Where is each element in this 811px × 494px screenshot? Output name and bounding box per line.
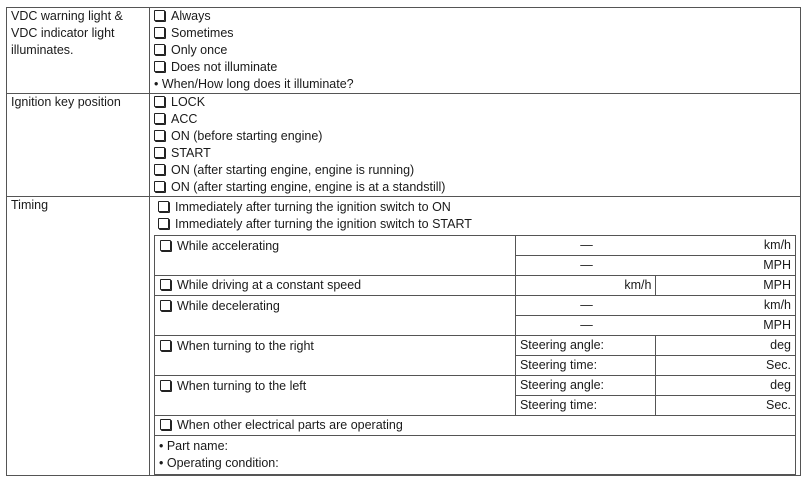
row-ignition-key <box>7 94 801 197</box>
left-time-field[interactable]: Sec. <box>656 396 796 416</box>
checkbox[interactable] <box>154 130 165 141</box>
option-does-not-illuminate[interactable]: Does not illuminate <box>154 59 796 76</box>
option-turning-right[interactable]: When turning to the right <box>155 336 516 376</box>
checkbox[interactable] <box>160 340 171 351</box>
checkbox[interactable] <box>154 44 165 55</box>
decel-mph-field[interactable]: — MPH <box>515 316 795 336</box>
symptom-check-table <box>6 7 801 476</box>
option-after-ignition-on[interactable]: Immediately after turning the ignition switch to ON <box>158 199 792 216</box>
option-on-engine-standstill[interactable]: ON (after starting engine, engine is at a standstill) <box>154 179 796 196</box>
timing-options <box>150 197 801 476</box>
option-electrical-parts[interactable]: When other electrical parts are operating <box>155 416 796 436</box>
left-row-1 <box>155 376 796 396</box>
left-angle-label: Steering angle: <box>515 376 656 396</box>
checkbox[interactable] <box>154 147 165 158</box>
row-timing <box>7 197 801 476</box>
checkbox[interactable] <box>154 96 165 107</box>
option-accelerating[interactable]: While accelerating <box>155 236 516 276</box>
checkbox[interactable] <box>154 113 165 124</box>
option-constant-speed[interactable]: While driving at a constant speed <box>155 276 516 296</box>
vdc-light-options <box>150 8 801 94</box>
checkbox[interactable] <box>158 201 169 212</box>
accel-kmh-field[interactable]: — km/h <box>515 236 795 256</box>
timing-top-options <box>154 197 796 235</box>
row-vdc-light <box>7 8 801 94</box>
right-time-label: Steering time: <box>515 356 656 376</box>
constant-row <box>155 276 796 296</box>
checkbox[interactable] <box>154 27 165 38</box>
left-time-label: Steering time: <box>515 396 656 416</box>
accel-mph-field[interactable]: — MPH <box>515 256 795 276</box>
right-time-field[interactable]: Sec. <box>656 356 796 376</box>
constant-kmh-field[interactable]: km/h <box>515 276 656 296</box>
checkbox[interactable] <box>154 181 165 192</box>
decel-kmh-field[interactable]: — km/h <box>515 296 795 316</box>
checkbox[interactable] <box>160 380 171 391</box>
option-sometimes[interactable]: Sometimes <box>154 25 796 42</box>
part-info-row <box>155 436 796 475</box>
option-decelerating[interactable]: While decelerating <box>155 296 516 336</box>
option-lock[interactable]: LOCK <box>154 94 796 111</box>
decel-row-1 <box>155 296 796 316</box>
checkbox[interactable] <box>154 10 165 21</box>
option-always[interactable]: Always <box>154 8 796 25</box>
checkbox[interactable] <box>160 279 171 290</box>
checkbox[interactable] <box>160 300 171 311</box>
checkbox[interactable] <box>160 419 171 430</box>
option-start[interactable]: START <box>154 145 796 162</box>
accel-row-1 <box>155 236 796 256</box>
option-on-engine-running[interactable]: ON (after starting engine, engine is running) <box>154 162 796 179</box>
when-how-long-note: • When/How long does it illuminate? <box>154 77 354 91</box>
right-angle-label: Steering angle: <box>515 336 656 356</box>
checkbox[interactable] <box>154 164 165 175</box>
vdc-light-label: VDC warning light & VDC indicator light illuminates. <box>7 8 150 94</box>
part-info-cell[interactable] <box>155 436 796 475</box>
constant-mph-field[interactable]: MPH <box>656 276 796 296</box>
right-row-1 <box>155 336 796 356</box>
ignition-key-options <box>150 94 801 197</box>
part-name-label: • Part name: <box>159 439 228 453</box>
right-angle-field[interactable]: deg <box>656 336 796 356</box>
timing-detail-table <box>154 235 796 475</box>
ignition-key-label: Ignition key position <box>7 94 150 197</box>
operating-condition-label: • Operating condition: <box>159 456 279 470</box>
electrical-row <box>155 416 796 436</box>
option-only-once[interactable]: Only once <box>154 42 796 59</box>
checkbox[interactable] <box>154 61 165 72</box>
option-turning-left[interactable]: When turning to the left <box>155 376 516 416</box>
option-after-ignition-start[interactable]: Immediately after turning the ignition switch to START <box>158 216 792 233</box>
option-on-before-start[interactable]: ON (before starting engine) <box>154 128 796 145</box>
checkbox[interactable] <box>160 240 171 251</box>
timing-label: Timing <box>7 197 150 476</box>
checkbox[interactable] <box>158 218 169 229</box>
left-angle-field[interactable]: deg <box>656 376 796 396</box>
option-acc[interactable]: ACC <box>154 111 796 128</box>
